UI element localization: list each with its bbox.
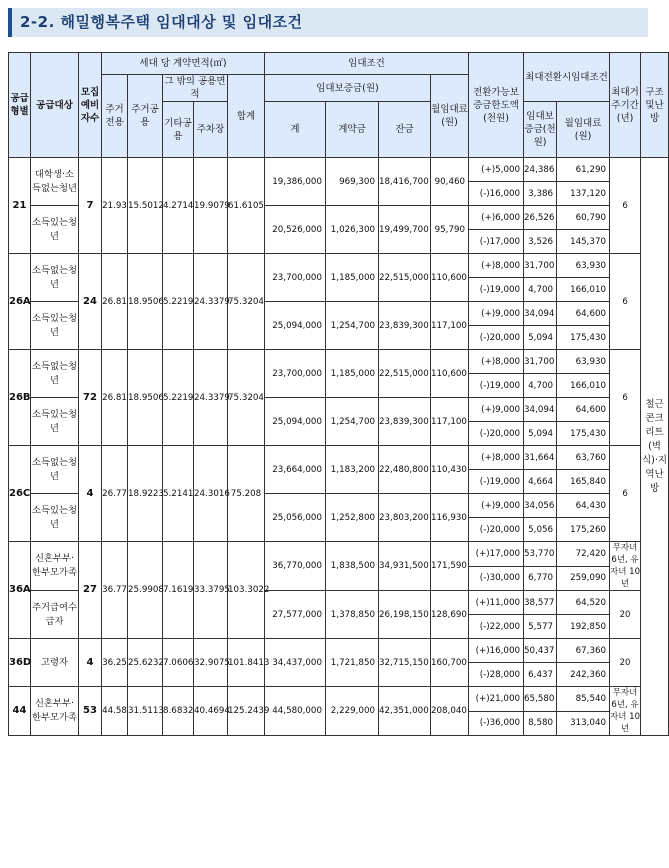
max-period-cell: 무자녀 6년, 유자녀 10년 [610, 543, 640, 589]
max-rent-cell: 64,520 [557, 591, 610, 615]
conversion-limit-cell: (+)8,000 [469, 446, 524, 470]
max-rent-cell: 64,430 [557, 494, 610, 518]
conversion-limit-cell: (+)9,000 [469, 398, 524, 422]
max-rent-cell: 313,040 [557, 711, 610, 736]
max-deposit-cell: 38,577 [524, 591, 557, 615]
parking-area-cell: 24.3016 [194, 446, 228, 542]
max-deposit-cell: 31,664 [524, 446, 557, 470]
header-shared: 주거공용 [128, 75, 163, 158]
table-row [9, 542, 669, 567]
max-deposit-cell: 6,437 [524, 663, 557, 687]
max-rent-cell: 61,290 [557, 158, 610, 182]
monthly-rent-cell: 128,690 [431, 591, 469, 639]
balance-cell: 18,416,700 [379, 158, 431, 206]
supply-type-cell: 36D [9, 639, 31, 687]
max-rent-cell: 64,600 [557, 398, 610, 422]
max-period-cell: 6 [610, 254, 641, 350]
supply-type-cell: 26B [9, 350, 31, 446]
table-row [9, 687, 669, 712]
conversion-limit-cell: (+)9,000 [469, 302, 524, 326]
max-deposit-cell: 4,664 [524, 470, 557, 494]
header-area-total: 합계 [228, 75, 265, 158]
balance-cell: 23,839,300 [379, 398, 431, 446]
supply-target-cell: 대학생·소득없는청년 [31, 158, 79, 206]
exclusive-area-cell: 26.77 [102, 446, 128, 542]
area-total-cell: 103.3022 [228, 542, 265, 639]
header-max-conv-group: 최대전환시임대조건 [524, 53, 610, 102]
monthly-rent-cell: 208,040 [431, 687, 469, 736]
header-max-rent: 월임대료(원) [557, 102, 610, 158]
monthly-rent-cell: 110,600 [431, 350, 469, 398]
max-deposit-cell: 5,094 [524, 326, 557, 350]
monthly-rent-cell: 160,700 [431, 639, 469, 687]
header-monthly-rent: 월임대료(원) [431, 75, 469, 158]
deposit-total-cell: 23,664,000 [265, 446, 326, 494]
balance-cell: 23,803,200 [379, 494, 431, 542]
contract-cell: 1,721,850 [326, 639, 379, 687]
parking-area-cell: 24.3379 [194, 254, 228, 350]
conversion-limit-cell: (-)19,000 [469, 470, 524, 494]
max-period-cell: 20 [610, 639, 641, 687]
max-deposit-cell: 3,386 [524, 182, 557, 206]
table-row [9, 639, 669, 663]
max-deposit-cell: 4,700 [524, 278, 557, 302]
recruit-count-cell: 4 [79, 446, 102, 542]
monthly-rent-cell: 117,100 [431, 398, 469, 446]
structure-cell: 철근콘크리트(벽식)·지역난방 [641, 158, 669, 736]
balance-cell: 32,715,150 [379, 639, 431, 687]
monthly-rent-cell: 171,590 [431, 542, 469, 591]
contract-cell: 1,185,000 [326, 350, 379, 398]
deposit-total-cell: 34,437,000 [265, 639, 326, 687]
max-rent-cell: 85,540 [557, 687, 610, 712]
contract-cell: 2,229,000 [326, 687, 379, 736]
max-deposit-cell: 34,056 [524, 494, 557, 518]
max-rent-cell: 63,930 [557, 350, 610, 374]
conversion-limit-cell: (-)28,000 [469, 663, 524, 687]
header-other-shared-group: 그 밖의 공용면적 [164, 76, 226, 100]
balance-cell: 22,480,800 [379, 446, 431, 494]
max-rent-cell: 63,930 [557, 254, 610, 278]
shared-area-cell: 18.9506 [128, 254, 163, 350]
other-shared-cell: 7.0606 [163, 639, 194, 687]
max-deposit-cell: 65,580 [524, 687, 557, 712]
max-deposit-cell: 34,094 [524, 398, 557, 422]
rental-conditions-table [8, 52, 669, 736]
supply-target-cell: 소득있는청년 [31, 398, 79, 446]
contract-cell: 1,183,200 [326, 446, 379, 494]
header-conversion: 전환가능보증금한도액(천원) [469, 53, 524, 158]
deposit-total-cell: 27,577,000 [265, 591, 326, 639]
exclusive-area-cell: 36.25 [102, 639, 128, 687]
shared-area-cell: 31.5113 [128, 687, 163, 736]
supply-type-cell: 44 [9, 687, 31, 736]
supply-type-cell: 36A [9, 542, 31, 639]
balance-cell: 22,515,000 [379, 350, 431, 398]
max-deposit-cell: 24,386 [524, 158, 557, 182]
area-total-cell: 75.3204 [228, 350, 265, 446]
parking-area-cell: 32.9075 [194, 639, 228, 687]
monthly-rent-cell: 95,790 [431, 206, 469, 254]
conversion-limit-cell: (-)36,000 [469, 711, 524, 736]
table-body [9, 158, 669, 736]
max-rent-cell: 175,430 [557, 422, 610, 446]
max-period-cell: 6 [610, 350, 641, 446]
max-rent-cell: 72,420 [557, 542, 610, 567]
max-rent-cell: 145,370 [557, 230, 610, 254]
area-total-cell: 101.8413 [228, 639, 265, 687]
max-rent-cell: 166,010 [557, 278, 610, 302]
deposit-total-cell: 44,580,000 [265, 687, 326, 736]
max-deposit-cell: 6,770 [524, 566, 557, 591]
deposit-total-cell: 25,094,000 [265, 302, 326, 350]
header-max-deposit: 임대보증금(천원) [524, 102, 557, 158]
recruit-count-cell: 24 [79, 254, 102, 350]
header-parking: 주차장 [194, 102, 228, 158]
table-row [9, 254, 669, 278]
max-rent-cell: 137,120 [557, 182, 610, 206]
contract-cell: 1,185,000 [326, 254, 379, 302]
supply-target-cell: 고령자 [31, 639, 79, 687]
header-supply-type: 공급형별 [9, 53, 31, 158]
other-shared-cell: 5.2141 [163, 446, 194, 542]
conversion-limit-cell: (+)17,000 [469, 542, 524, 567]
header-other-shared: 기타공용 [163, 102, 194, 158]
header-supply-target: 공급대상 [31, 53, 79, 158]
max-deposit-cell: 34,094 [524, 302, 557, 326]
recruit-count-cell: 4 [79, 639, 102, 687]
monthly-rent-cell: 117,100 [431, 302, 469, 350]
conversion-limit-cell: (-)30,000 [469, 566, 524, 591]
conversion-limit-cell: (+)11,000 [469, 591, 524, 615]
max-rent-cell: 60,790 [557, 206, 610, 230]
balance-cell: 23,839,300 [379, 302, 431, 350]
supply-target-cell: 소득없는청년 [31, 254, 79, 302]
max-deposit-cell: 53,770 [524, 542, 557, 567]
conversion-limit-cell: (-)19,000 [469, 278, 524, 302]
max-deposit-cell: 26,526 [524, 206, 557, 230]
supply-target-cell: 소득있는청년 [31, 302, 79, 350]
header-structure: 구조및난방 [641, 53, 669, 158]
max-deposit-cell: 8,580 [524, 711, 557, 736]
max-period-cell: 6 [610, 158, 641, 254]
header-balance: 잔금 [379, 102, 431, 158]
max-rent-cell: 165,840 [557, 470, 610, 494]
header-deposit-total: 계 [265, 102, 326, 158]
max-rent-cell: 64,600 [557, 302, 610, 326]
exclusive-area-cell: 44.58 [102, 687, 128, 736]
max-rent-cell: 242,360 [557, 663, 610, 687]
balance-cell: 26,198,150 [379, 591, 431, 639]
area-total-cell: 61.6105 [228, 158, 265, 254]
conversion-limit-cell: (-)16,000 [469, 182, 524, 206]
monthly-rent-cell: 116,930 [431, 494, 469, 542]
supply-target-cell: 소득없는청년 [31, 350, 79, 398]
recruit-count-cell: 53 [79, 687, 102, 736]
table-row [9, 350, 669, 374]
contract-cell: 1,026,300 [326, 206, 379, 254]
balance-cell: 19,499,700 [379, 206, 431, 254]
monthly-rent-cell: 90,460 [431, 158, 469, 206]
page-title-bar [8, 8, 648, 37]
recruit-count-cell: 27 [79, 542, 102, 639]
contract-cell: 1,838,500 [326, 542, 379, 591]
shared-area-cell: 18.9506 [128, 350, 163, 446]
conversion-limit-cell: (+)21,000 [469, 687, 524, 712]
deposit-total-cell: 25,094,000 [265, 398, 326, 446]
other-shared-cell: 5.2219 [163, 350, 194, 446]
max-rent-cell: 175,430 [557, 326, 610, 350]
conversion-limit-cell: (-)20,000 [469, 518, 524, 542]
deposit-total-cell: 23,700,000 [265, 254, 326, 302]
page-title: 2-2. 해밀행복주택 임대대상 및 임대조건 [20, 13, 303, 31]
max-period-cell: 20 [610, 591, 641, 639]
max-rent-cell: 166,010 [557, 374, 610, 398]
supply-type-cell: 21 [9, 158, 31, 254]
deposit-total-cell: 36,770,000 [265, 542, 326, 591]
parking-area-cell: 19.9079 [194, 158, 228, 254]
conversion-limit-cell: (+)5,000 [469, 158, 524, 182]
max-deposit-cell: 5,056 [524, 518, 557, 542]
header-exclusive: 주거전용 [102, 75, 128, 158]
max-deposit-cell: 50,437 [524, 639, 557, 663]
table-row [9, 446, 669, 470]
recruit-count-cell: 72 [79, 350, 102, 446]
shared-area-cell: 25.9908 [128, 542, 163, 639]
parking-area-cell: 24.3379 [194, 350, 228, 446]
monthly-rent-cell: 110,430 [431, 446, 469, 494]
max-period-cell: 무자녀 6년, 유자녀 10년 [610, 688, 640, 734]
supply-target-cell: 소득있는청년 [31, 494, 79, 542]
deposit-total-cell: 25,056,000 [265, 494, 326, 542]
conversion-limit-cell: (+)9,000 [469, 494, 524, 518]
supply-target-cell: 주거급여수급자 [31, 591, 79, 639]
conversion-limit-cell: (-)20,000 [469, 326, 524, 350]
max-deposit-cell: 31,700 [524, 254, 557, 278]
supply-target-cell: 신혼부부·한부모가족 [31, 542, 79, 591]
other-shared-cell: 7.1619 [163, 542, 194, 639]
conversion-limit-cell: (-)22,000 [469, 615, 524, 639]
conversion-limit-cell: (-)20,000 [469, 422, 524, 446]
deposit-total-cell: 19,386,000 [265, 158, 326, 206]
balance-cell: 34,931,500 [379, 542, 431, 591]
area-total-cell: 75.208 [228, 446, 265, 542]
contract-cell: 1,254,700 [326, 302, 379, 350]
header-contract: 계약금 [326, 102, 379, 158]
balance-cell: 22,515,000 [379, 254, 431, 302]
max-deposit-cell: 4,700 [524, 374, 557, 398]
max-rent-cell: 67,360 [557, 639, 610, 663]
deposit-total-cell: 23,700,000 [265, 350, 326, 398]
supply-type-cell: 26A [9, 254, 31, 350]
table-row [9, 158, 669, 182]
conversion-limit-cell: (+)8,000 [469, 350, 524, 374]
header-recruit-count: 모집예비자수 [79, 53, 102, 158]
header-rent-group: 임대조건 [265, 53, 469, 75]
shared-area-cell: 25.6232 [128, 639, 163, 687]
supply-target-cell: 소득없는청년 [31, 446, 79, 494]
parking-area-cell: 40.4694 [194, 687, 228, 736]
supply-target-cell: 신혼부부·한부모가족 [31, 687, 79, 736]
shared-area-cell: 18.9223 [128, 446, 163, 542]
exclusive-area-cell: 26.81 [102, 254, 128, 350]
shared-area-cell: 15.5012 [128, 158, 163, 254]
contract-cell: 1,378,850 [326, 591, 379, 639]
deposit-total-cell: 20,526,000 [265, 206, 326, 254]
balance-cell: 42,351,000 [379, 687, 431, 736]
exclusive-area-cell: 21.93 [102, 158, 128, 254]
max-deposit-cell: 3,526 [524, 230, 557, 254]
max-deposit-cell: 5,094 [524, 422, 557, 446]
max-deposit-cell: 31,700 [524, 350, 557, 374]
max-rent-cell: 192,850 [557, 615, 610, 639]
max-rent-cell: 63,760 [557, 446, 610, 470]
max-rent-cell: 259,090 [557, 566, 610, 591]
parking-area-cell: 33.3795 [194, 542, 228, 639]
conversion-limit-cell: (-)17,000 [469, 230, 524, 254]
exclusive-area-cell: 36.77 [102, 542, 128, 639]
max-deposit-cell: 5,577 [524, 615, 557, 639]
monthly-rent-cell: 110,600 [431, 254, 469, 302]
area-total-cell: 75.3204 [228, 254, 265, 350]
conversion-limit-cell: (+)8,000 [469, 254, 524, 278]
contract-cell: 1,254,700 [326, 398, 379, 446]
conversion-limit-cell: (+)6,000 [469, 206, 524, 230]
supply-target-cell: 소득있는청년 [31, 206, 79, 254]
conversion-limit-cell: (+)16,000 [469, 639, 524, 663]
contract-cell: 1,252,800 [326, 494, 379, 542]
other-shared-cell: 5.2219 [163, 254, 194, 350]
exclusive-area-cell: 26.81 [102, 350, 128, 446]
contract-cell: 969,300 [326, 158, 379, 206]
header-deposit-group: 임대보증금(원) [265, 75, 431, 102]
max-rent-cell: 175,260 [557, 518, 610, 542]
conversion-limit-cell: (-)19,000 [469, 374, 524, 398]
other-shared-cell: 8.6832 [163, 687, 194, 736]
header-max-period: 최대거주기간(년) [610, 53, 641, 158]
header-area-group: 세대 당 계약면적(㎡) [102, 53, 265, 75]
area-total-cell: 125.2439 [228, 687, 265, 736]
other-shared-cell: 4.2714 [163, 158, 194, 254]
max-period-cell: 6 [610, 446, 641, 542]
supply-type-cell: 26C [9, 446, 31, 542]
recruit-count-cell: 7 [79, 158, 102, 254]
